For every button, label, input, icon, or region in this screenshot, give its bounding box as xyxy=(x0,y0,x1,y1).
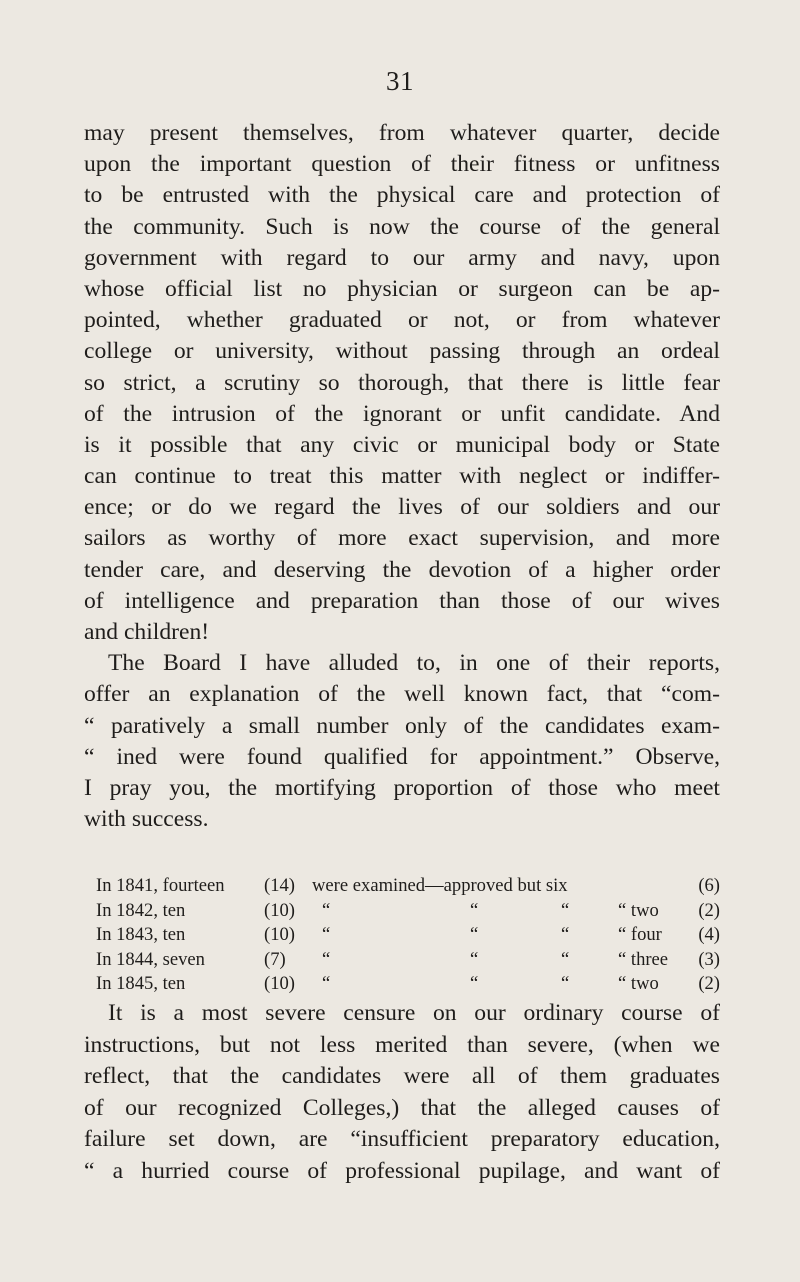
row-count: (14) xyxy=(264,875,295,896)
row-description: were examined—approved but six xyxy=(312,875,568,896)
ditto-mark: “ xyxy=(470,899,479,921)
row-year: In 1842, ten xyxy=(96,899,186,921)
row-result: (2) xyxy=(698,973,720,995)
text-line: whose official list no physician or surgeon can be ap- xyxy=(84,275,720,302)
ditto-mark: “ xyxy=(561,948,570,970)
row-result: (3) xyxy=(698,948,720,970)
ditto-mark: “ xyxy=(322,924,331,946)
row-approved-word: “ two xyxy=(618,899,659,921)
row-approved-word: “ two xyxy=(618,973,659,995)
ditto-mark: “ xyxy=(322,948,331,970)
row-count: (10) xyxy=(264,924,295,946)
text-line: so strict, a scrutiny so thorough, that there is little fear xyxy=(84,369,720,396)
text-line: government with regard to our army and navy, upon xyxy=(84,244,720,271)
text-line: to be entrusted with the physical care and protection of xyxy=(84,182,720,209)
table-row xyxy=(96,899,720,924)
table-row xyxy=(96,948,720,973)
text-line: offer an explanation of the well known fact, that “com- xyxy=(84,681,720,708)
table-row xyxy=(96,972,720,997)
row-year: In 1844, seven xyxy=(96,948,205,970)
row-year: In 1845, ten xyxy=(96,973,186,995)
ditto-mark: “ xyxy=(561,899,570,921)
row-count: (10) xyxy=(264,973,295,995)
text-line: sailors as worthy of more exact supervision, and more xyxy=(84,525,720,552)
text-line: pointed, whether graduated or not, or from whatever xyxy=(84,307,720,334)
text-line: “ a hurried course of professional pupilage, and want of xyxy=(84,1157,720,1184)
row-approved-word: “ four xyxy=(618,924,662,946)
row-count: (10) xyxy=(264,899,295,921)
ditto-mark: “ xyxy=(322,899,331,921)
row-approved-word: “ three xyxy=(618,948,669,970)
text-line: failure set down, are “insufficient preparatory education, xyxy=(84,1126,720,1152)
text-line: may present themselves, from whatever quarter, decide xyxy=(84,120,720,146)
paragraph-3 xyxy=(84,998,720,1187)
text-line: and children! xyxy=(84,619,210,645)
row-year: In 1841, fourteen xyxy=(96,875,225,896)
text-line: of our recognized Colleges,) that the alleged causes of xyxy=(84,1094,720,1121)
row-result: (4) xyxy=(698,924,720,946)
row-count: (7) xyxy=(264,948,286,970)
table-row xyxy=(96,874,720,899)
paragraph-1 xyxy=(84,118,720,648)
text-line: college or university, without passing through an ordeal xyxy=(84,338,720,365)
text-line: The Board I have alluded to, in one of their reports, xyxy=(108,650,720,677)
table-row xyxy=(96,923,720,948)
ditto-mark: “ xyxy=(470,973,479,995)
ditto-mark: “ xyxy=(561,924,570,946)
row-year: In 1843, ten xyxy=(96,924,186,946)
text-line: is it possible that any civic or municipal body or State xyxy=(84,431,720,458)
text-line: ence; or do we regard the lives of our soldiers and our xyxy=(84,494,720,521)
row-result: (2) xyxy=(698,899,720,921)
ditto-mark: “ xyxy=(470,924,479,946)
text-line: the community. Such is now the course of the general xyxy=(84,213,720,240)
text-line: It is a most severe censure on our ordinary course of xyxy=(108,1000,720,1026)
examination-results-table xyxy=(96,874,720,997)
main-text-block xyxy=(84,118,720,835)
text-line: instructions, but not less merited than severe, (when we xyxy=(84,1031,720,1058)
ditto-mark: “ xyxy=(322,973,331,995)
text-line: “ ined were found qualified for appointment.” Observe, xyxy=(84,743,720,770)
paragraph-2 xyxy=(84,648,720,835)
page-number: 31 xyxy=(386,66,414,96)
text-line: “ paratively a small number only of the candidates exam- xyxy=(84,712,720,739)
text-line: of the intrusion of the ignorant or unfit candidate. And xyxy=(84,400,720,427)
ditto-mark: “ xyxy=(561,973,570,995)
text-line: I pray you, the mortifying proportion of those who meet xyxy=(84,774,720,801)
text-line: can continue to treat this matter with neglect or indiffer- xyxy=(84,463,720,490)
text-line: with success. xyxy=(84,806,209,833)
ditto-mark: “ xyxy=(470,948,479,970)
text-line: tender care, and deserving the devotion of a higher order xyxy=(84,556,720,583)
text-line: upon the important question of their fitness or unfitness xyxy=(84,151,720,178)
text-line: reflect, that the candidates were all of them graduates xyxy=(84,1063,720,1089)
row-result: (6) xyxy=(698,875,720,896)
text-line: of intelligence and preparation than those of our wives xyxy=(84,587,720,614)
